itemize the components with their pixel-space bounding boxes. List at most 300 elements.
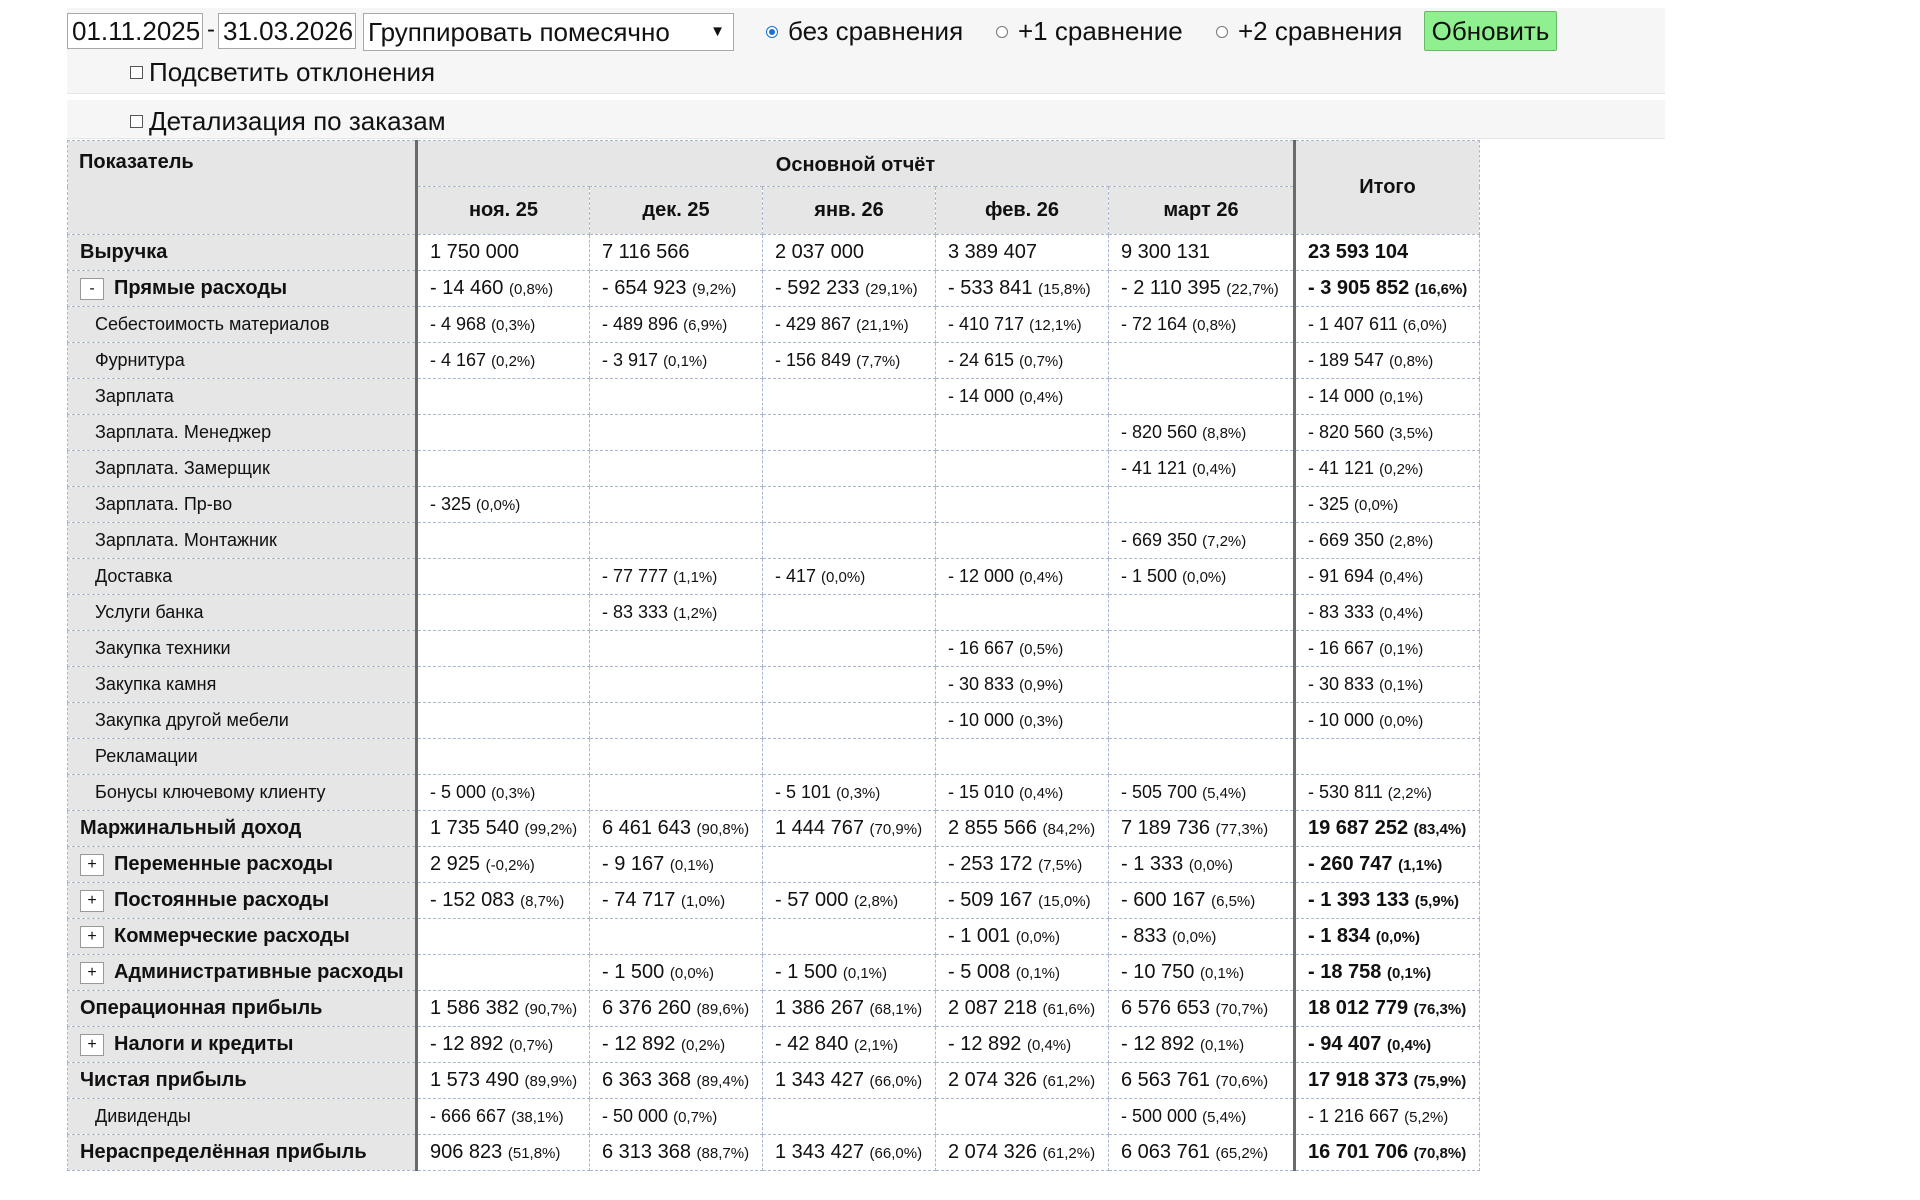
table-cell [936,307,1109,343]
table-cell [936,703,1109,739]
total-cell [1295,1063,1480,1099]
cell-percent: (2,1%) [853,1037,899,1054]
cell-percent: (0,0%) [1188,857,1234,874]
cell-value: - 15 010 [948,782,1015,802]
table-cell [1109,1063,1295,1099]
row-label-text: Фурнитура [95,350,185,370]
cell-percent: (6,0%) [1402,317,1447,334]
table-cell [936,415,1109,451]
row-label-text: Услуги банка [95,602,204,622]
cell-percent: (89,9%) [524,1073,578,1090]
cell-percent: (6,5%) [1211,893,1256,910]
cell-value: - 83 333 [602,602,669,622]
cell-percent: (0,0%) [821,569,866,586]
cell-value: - 83 333 [1308,602,1375,622]
table-cell [936,811,1109,847]
table-cell [590,1135,763,1171]
table-cell [1109,847,1295,883]
cell-value: - 669 350 [1121,530,1198,550]
row-label [68,307,417,343]
cell-percent: (0,2%) [680,1037,726,1054]
total-cell [1295,271,1480,307]
cell-percent: (2,8%) [853,893,899,910]
order-detail-checkbox[interactable] [130,106,446,137]
cell-percent: (0,1%) [1379,389,1424,406]
table-cell [417,1027,590,1063]
cell-value: 3 389 407 [948,241,1037,263]
cell-percent: (61,6%) [1042,1001,1096,1018]
table-cell [1109,991,1295,1027]
table-cell [590,595,763,631]
table-cell [590,559,763,595]
cell-percent: (0,1%) [1199,1037,1245,1054]
table-cell [590,343,763,379]
row-label [68,1135,417,1171]
total-cell [1295,379,1480,415]
row-label [68,559,417,595]
cell-value: - 41 121 [1308,458,1375,478]
cell-percent: (88,7%) [696,1145,750,1162]
cell-percent: (0,4%) [1019,785,1064,802]
table-cell [417,271,590,307]
table-cell [763,307,936,343]
table-row [68,739,1480,775]
table-cell [1109,955,1295,991]
table-cell [763,1063,936,1099]
cell-percent: (29,1%) [865,281,918,298]
highlight-deviations-checkbox[interactable] [130,57,435,88]
total-cell [1295,631,1480,667]
table-cell [417,631,590,667]
row-label [68,739,417,775]
cell-percent: (0,7%) [508,1037,554,1054]
table-cell [590,1063,763,1099]
row-label-text: Выручка [80,241,168,263]
total-cell [1295,307,1480,343]
cell-value: - 1 216 667 [1308,1106,1400,1126]
table-cell [763,631,936,667]
cell-percent: (0,4%) [1019,389,1064,406]
cell-value: - 325 [1308,494,1350,514]
cell-value: - 410 717 [948,314,1025,334]
table-row [68,559,1480,595]
table-cell [936,1027,1109,1063]
row-label-text: Доставка [95,566,173,586]
header-indicator: Показатель [68,141,417,235]
cell-percent: (8,7%) [520,893,565,910]
table-cell [590,307,763,343]
row-label [68,991,417,1027]
cell-value: - 14 000 [1308,386,1375,406]
cell-value: - 18 758 [1308,961,1382,983]
table-cell [417,667,590,703]
table-cell [590,235,763,271]
cell-percent: (0,9%) [1019,677,1064,694]
expand-toggle[interactable]: + [80,1034,104,1056]
table-cell [763,1027,936,1063]
row-label [68,343,417,379]
cell-percent: (0,4%) [1192,461,1237,478]
table-cell [590,775,763,811]
cell-value: - 1 500 [775,961,838,983]
cell-percent: (0,1%) [669,857,715,874]
report-table [67,140,1480,1171]
table-row [68,415,1480,451]
cell-value: - 253 172 [948,853,1033,875]
table-cell [763,379,936,415]
radio-label: без сравнения [788,16,964,46]
row-label [68,1099,417,1135]
table-cell [590,883,763,919]
cell-value: - 10 000 [948,710,1015,730]
row-label-text: Зарплата. Пр-во [95,494,233,514]
row-label [68,703,417,739]
cell-percent: (0,1%) [1386,965,1432,982]
header-total: Итого [1295,141,1480,235]
row-label [68,775,417,811]
cell-value: - 30 833 [1308,674,1375,694]
table-cell [1109,451,1295,487]
radio-no-comparison[interactable] [766,16,963,47]
cell-value: 9 300 131 [1121,241,1210,263]
cell-percent: (0,0%) [1172,929,1217,946]
cell-value: - 429 867 [775,314,852,334]
cell-percent: (77,3%) [1215,821,1269,838]
row-label [68,1027,417,1063]
table-cell [590,451,763,487]
cell-value: - 1 834 [1308,925,1371,947]
cell-percent: (2,2%) [1387,785,1432,802]
table-cell [417,883,590,919]
row-label [68,811,417,847]
table-row [68,811,1480,847]
total-cell [1295,451,1480,487]
cell-percent: (6,9%) [683,317,728,334]
cell-percent: (0,0%) [1015,929,1061,946]
cell-value: 18 012 779 [1308,997,1409,1019]
cell-value: 16 701 706 [1308,1141,1409,1163]
cell-value: - 189 547 [1308,350,1385,370]
table-cell [417,991,590,1027]
cell-value: - 156 849 [775,350,852,370]
table-cell [590,1099,763,1135]
row-label [68,379,417,415]
cell-percent: (99,2%) [524,821,578,838]
table-row [68,955,1480,991]
table-cell [590,1027,763,1063]
expand-toggle[interactable]: + [80,854,104,876]
row-label-text: Маржинальный доход [80,817,302,839]
row-label-text: Себестоимость материалов [95,314,330,334]
total-cell [1295,703,1480,739]
total-cell [1295,775,1480,811]
total-cell [1295,235,1480,271]
table-cell [936,991,1109,1027]
cell-value: - 5 101 [775,782,832,802]
cell-percent: (0,4%) [1386,1037,1432,1054]
table-cell [417,343,590,379]
checkbox-box [130,66,143,79]
table-cell [590,487,763,523]
cell-value: 1 750 000 [430,241,519,263]
row-label-text: Зарплата. Замерщик [95,458,270,478]
table-cell [417,811,590,847]
row-label-text: Нераспределённая прибыль [80,1141,367,1163]
grouping-select[interactable] [363,13,734,51]
table-cell [763,1099,936,1135]
table-row [68,343,1480,379]
table-cell [1109,631,1295,667]
cell-value: - 91 694 [1308,566,1375,586]
row-label-text: Зарплата. Монтажник [95,530,277,550]
total-cell [1295,343,1480,379]
row-label [68,595,417,631]
cell-value: - 5 008 [948,961,1011,983]
cell-value: - 10 000 [1308,710,1375,730]
table-cell [936,235,1109,271]
expand-toggle[interactable]: + [80,890,104,912]
cell-percent: (0,5%) [1019,641,1064,658]
table-cell [417,739,590,775]
table-cell [590,523,763,559]
cell-percent: (70,8%) [1413,1145,1467,1162]
cell-percent: (12,1%) [1029,317,1082,334]
row-label-text: Зарплата. Менеджер [95,422,272,442]
cell-value: 1 343 427 [775,1069,864,1091]
row-label-text: Дивиденды [95,1106,191,1126]
cell-value: - 10 750 [1121,961,1195,983]
cell-percent: (9,2%) [692,281,737,298]
cell-percent: (70,6%) [1215,1073,1269,1090]
table-cell [763,703,936,739]
row-label-text: Прямые расходы [114,277,288,299]
cell-percent: (0,0%) [1379,713,1424,730]
cell-percent: (7,2%) [1202,533,1247,550]
cell-percent: (0,7%) [673,1109,718,1126]
cell-value: - 30 833 [948,674,1015,694]
cell-percent: (1,0%) [680,893,726,910]
table-cell [1109,379,1295,415]
cell-value: 1 444 767 [775,817,864,839]
table-cell [590,811,763,847]
cell-percent: (66,0%) [869,1073,923,1090]
cell-value: - 1 393 133 [1308,889,1410,911]
cell-value: - 12 000 [948,566,1015,586]
cell-value: - 820 560 [1308,422,1385,442]
cell-value: 6 563 761 [1121,1069,1210,1091]
total-cell [1295,991,1480,1027]
cell-value: 2 074 326 [948,1141,1037,1163]
cell-percent: (0,8%) [1389,353,1434,370]
cell-percent: (0,1%) [1015,965,1061,982]
table-cell [417,955,590,991]
cell-value: - 325 [430,494,472,514]
cell-percent: (0,2%) [1379,461,1424,478]
collapse-toggle[interactable]: - [80,278,104,300]
cell-percent: (90,8%) [696,821,750,838]
radio-one-comparison[interactable] [996,16,1183,47]
table-cell [417,415,590,451]
table-row [68,631,1480,667]
cell-value: 2 925 [430,853,481,875]
table-row [68,991,1480,1027]
table-cell [1109,235,1295,271]
cell-value: - 4 167 [430,350,487,370]
cell-percent: (0,3%) [491,317,536,334]
table-cell [763,919,936,955]
total-cell [1295,523,1480,559]
cell-percent: (0,3%) [1019,713,1064,730]
cell-value: 6 363 368 [602,1069,691,1091]
table-cell [417,1099,590,1135]
table-row [68,667,1480,703]
cell-percent: (70,7%) [1215,1001,1269,1018]
total-cell [1295,847,1480,883]
table-cell [936,631,1109,667]
table-cell [417,1063,590,1099]
row-label-text: Переменные расходы [114,853,333,875]
cell-percent: (5,2%) [1404,1109,1449,1126]
cell-percent: (8,8%) [1202,425,1247,442]
table-row [68,1135,1480,1171]
cell-percent: (0,0%) [1354,497,1399,514]
total-cell [1295,811,1480,847]
radio-two-comparisons[interactable] [1216,16,1402,47]
cell-percent: (65,2%) [1215,1145,1269,1162]
table-cell [936,955,1109,991]
total-cell [1295,1027,1480,1063]
cell-value: - 592 233 [775,277,860,299]
checkbox-label: Подсветить отклонения [149,57,436,87]
cell-percent: (1,1%) [1398,857,1443,874]
cell-percent: (5,9%) [1414,893,1459,910]
table-cell [1109,523,1295,559]
table-cell [763,235,936,271]
cell-value: - 72 164 [1121,314,1188,334]
table-cell [936,559,1109,595]
cell-value: - 654 923 [602,277,687,299]
table-row [68,703,1480,739]
table-cell [1109,415,1295,451]
total-cell [1295,487,1480,523]
cell-value: - 820 560 [1121,422,1198,442]
table-cell [936,775,1109,811]
cell-value: 6 576 653 [1121,997,1210,1019]
total-cell [1295,883,1480,919]
table-cell [936,1135,1109,1171]
cell-value: - 1 001 [948,925,1011,947]
table-cell [417,487,590,523]
row-label-text: Закупка камня [95,674,217,694]
table-cell [1109,1027,1295,1063]
cell-value: 1 735 540 [430,817,519,839]
table-cell [417,703,590,739]
cell-percent: (0,8%) [508,281,554,298]
table-cell [1109,1135,1295,1171]
table-row [68,271,1480,307]
cell-value: - 530 811 [1308,782,1383,802]
cell-percent: (76,3%) [1413,1001,1467,1018]
expand-toggle[interactable]: + [80,926,104,948]
grouping-select-value: Группировать помесячно [368,17,670,47]
cell-percent: (61,2%) [1042,1145,1096,1162]
row-label-text: Операционная прибыль [80,997,323,1019]
row-label [68,883,417,919]
cell-value: 1 386 267 [775,997,864,1019]
header-month: дек. 25 [590,187,763,235]
refresh-button[interactable]: Обновить [1424,11,1557,51]
expand-toggle[interactable]: + [80,962,104,984]
table-cell [417,595,590,631]
table-cell [590,703,763,739]
table-cell [763,739,936,775]
table-cell [1109,703,1295,739]
cell-percent: (0,0%) [1182,569,1227,586]
cell-value: - 16 667 [1308,638,1375,658]
cell-percent: (-0,2%) [485,857,535,874]
cell-percent: (21,1%) [856,317,909,334]
table-cell [763,667,936,703]
table-cell [936,379,1109,415]
table-cell [936,667,1109,703]
table-cell [936,523,1109,559]
cell-percent: (0,3%) [836,785,881,802]
cell-value: - 16 667 [948,638,1015,658]
cell-value: - 2 110 395 [1121,277,1221,299]
table-cell [763,1135,936,1171]
total-cell [1295,919,1480,955]
table-cell [1109,883,1295,919]
cell-value: 23 593 104 [1308,241,1409,263]
cell-percent: (15,8%) [1038,281,1091,298]
cell-percent: (1,2%) [673,605,718,622]
row-label [68,451,417,487]
cell-value: - 260 747 [1308,853,1393,875]
radio-label: +2 сравнения [1238,16,1403,46]
cell-value: - 417 [775,566,817,586]
date-to-input[interactable]: 31.03.2026 [218,13,356,49]
table-cell [417,847,590,883]
cell-value: - 9 167 [602,853,665,875]
table-row [68,307,1480,343]
checkbox-label: Детализация по заказам [149,106,446,136]
cell-value: - 1 407 611 [1308,314,1398,334]
table-cell [1109,775,1295,811]
header-main-report: Основной отчёт [417,141,1295,187]
table-cell [763,595,936,631]
cell-value: - 489 896 [602,314,679,334]
table-cell [590,667,763,703]
cell-value: 2 037 000 [775,241,864,263]
cell-value: - 3 905 852 [1308,277,1410,299]
table-cell [936,271,1109,307]
table-cell [936,595,1109,631]
row-label-text: Закупка техники [95,638,231,658]
cell-percent: (0,1%) [1199,965,1245,982]
table-cell [763,955,936,991]
total-cell [1295,1099,1480,1135]
table-cell [590,847,763,883]
date-from-input[interactable]: 01.11.2025 [67,13,203,49]
cell-percent: (0,1%) [1379,677,1424,694]
cell-percent: (38,1%) [511,1109,564,1126]
row-label-text: Бонусы ключевому клиенту [95,782,326,802]
cell-percent: (0,8%) [1192,317,1237,334]
total-cell [1295,415,1480,451]
row-label [68,919,417,955]
cell-value: - 12 892 [948,1033,1022,1055]
table-cell [936,487,1109,523]
